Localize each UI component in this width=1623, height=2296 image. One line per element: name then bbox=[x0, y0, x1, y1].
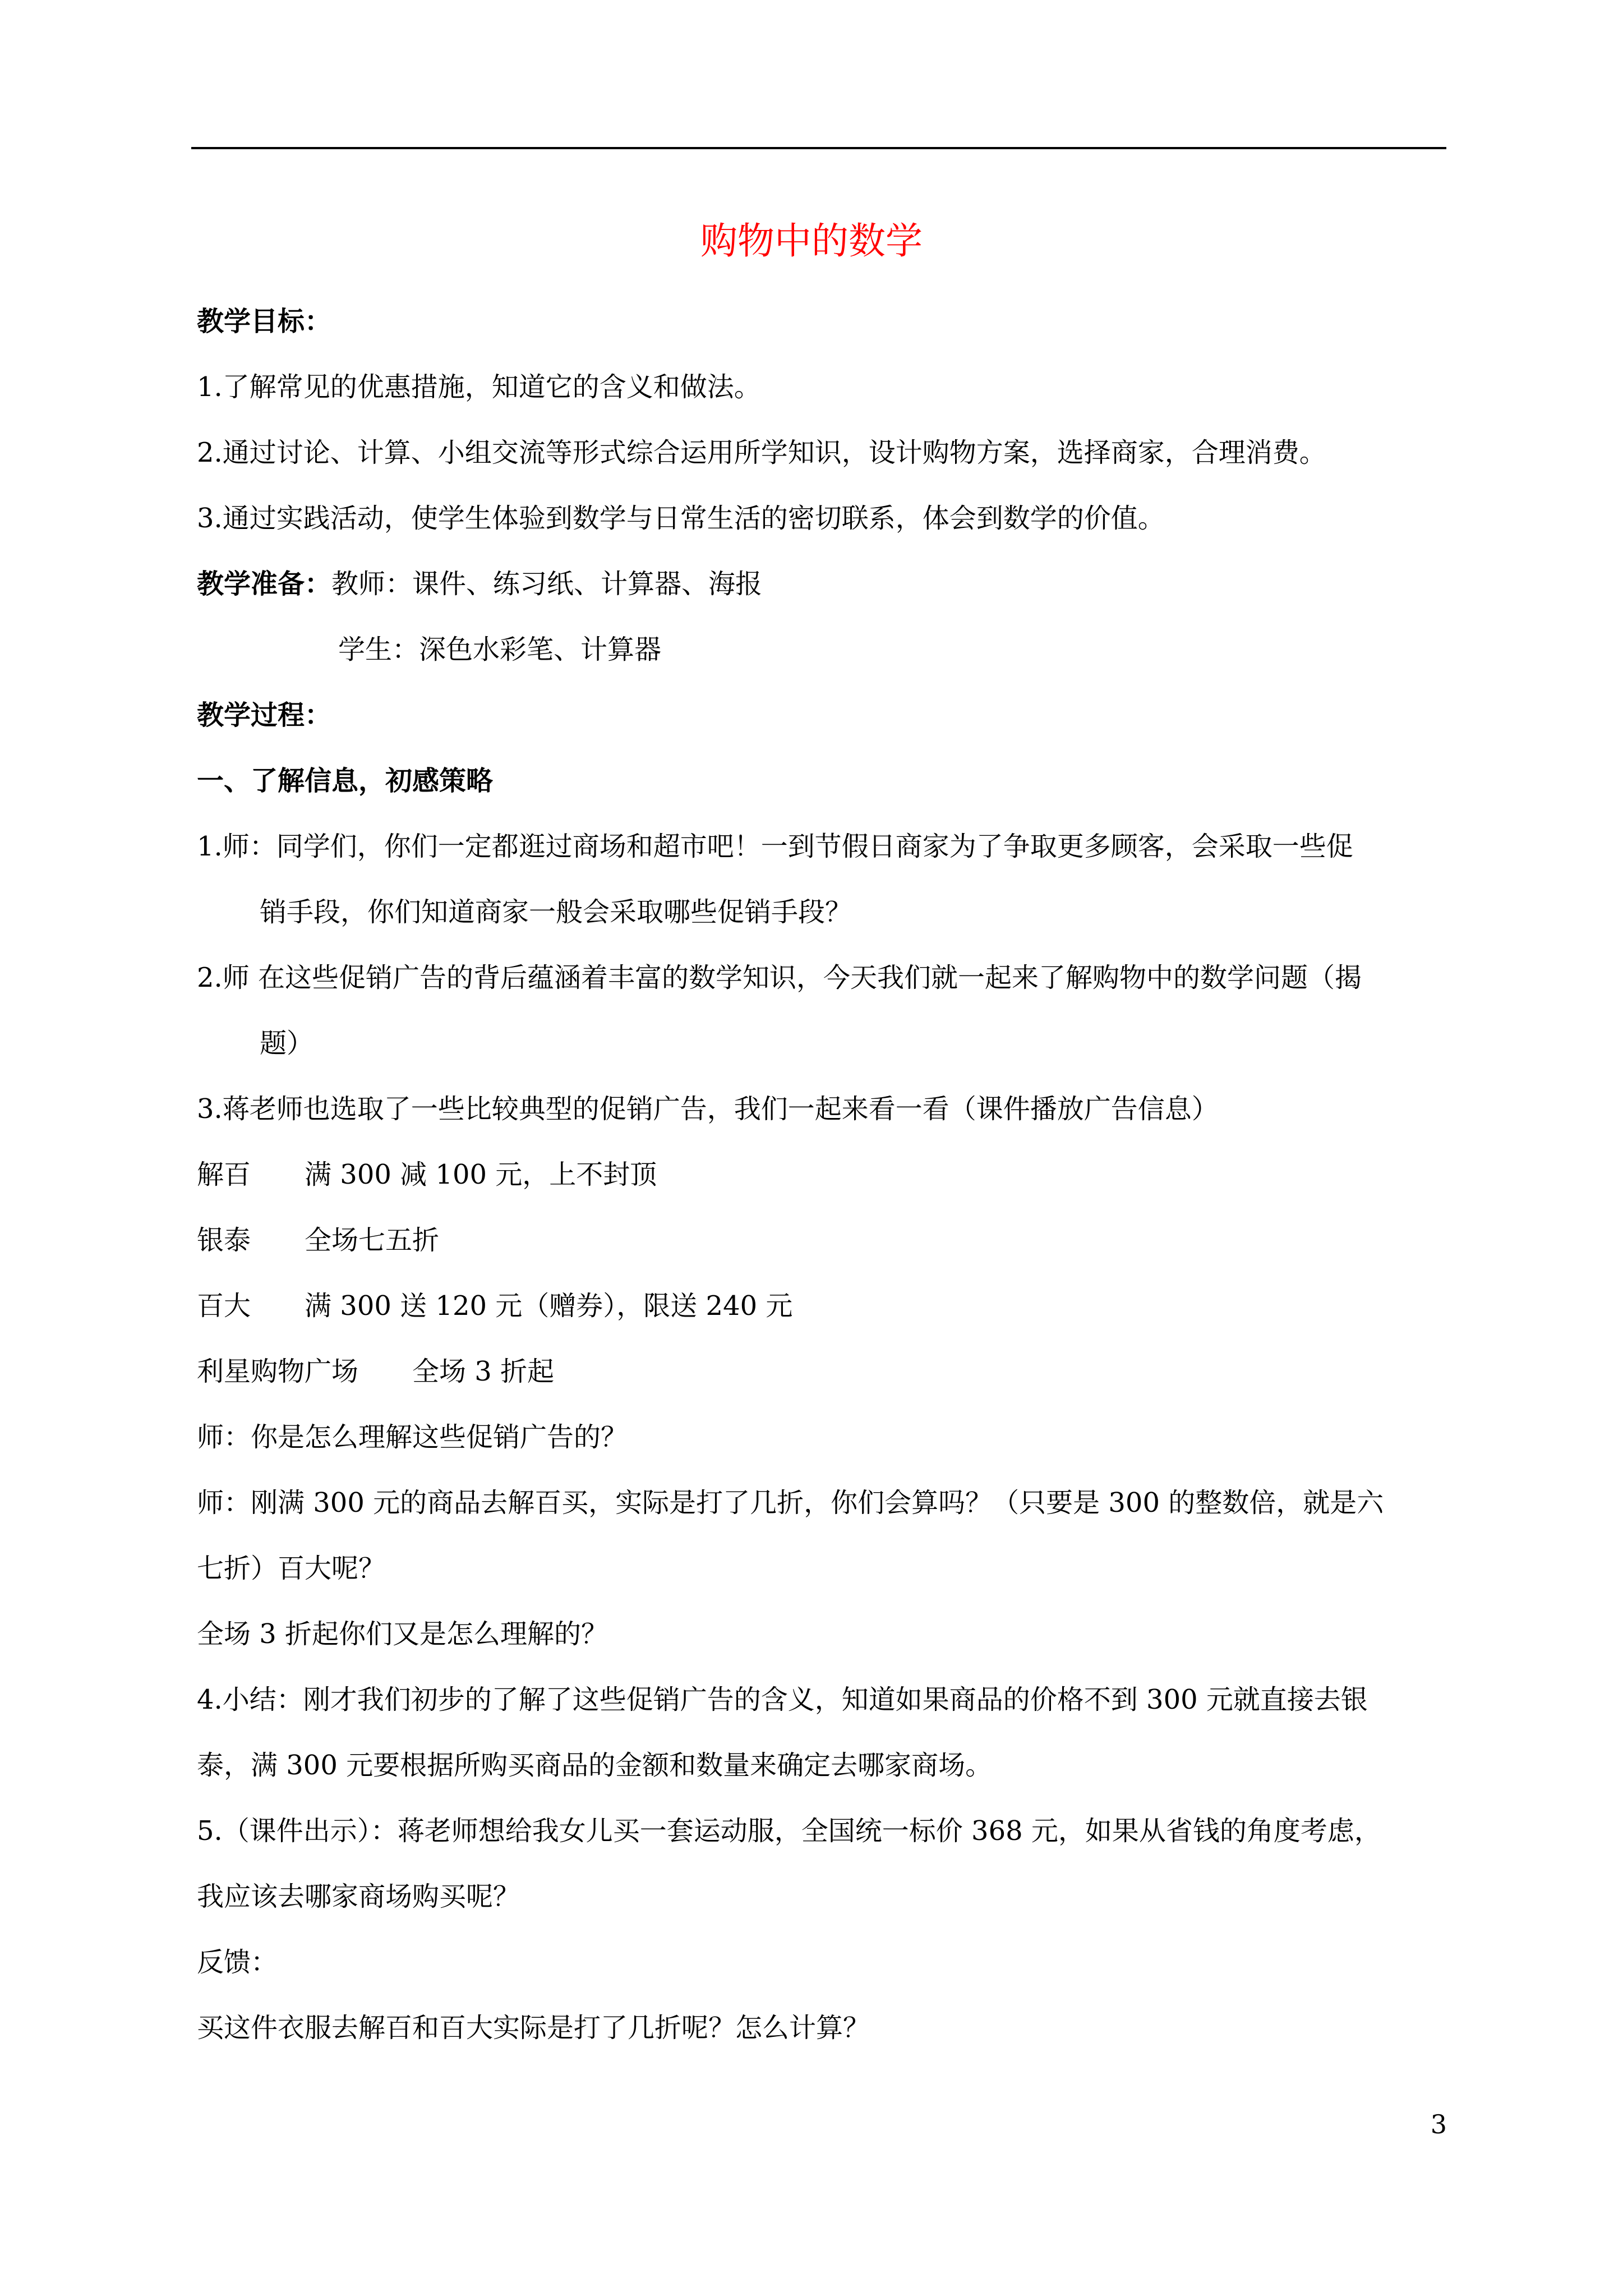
item-4-line-1: 4.小结：刚才我们初步的了解了这些促销广告的含义，知道如果商品的价格不到 300 元就直接去银 bbox=[197, 1684, 1368, 1715]
feedback-label: 反馈： bbox=[197, 1947, 278, 1978]
ad-store: 利星购物广场 bbox=[197, 1356, 359, 1387]
item-3: 3.蒋老师也选取了一些比较典型的促销广告，我们一起来看一看（课件播放广告信息） bbox=[197, 1093, 1219, 1125]
ad-store: 百大 bbox=[197, 1290, 251, 1322]
ad-store: 银泰 bbox=[197, 1225, 251, 1256]
section-1-heading: 一、了解信息，初感策略 bbox=[197, 765, 494, 797]
item-2-line-1: 2.师 在这些促销广告的背后蕴涵着丰富的数学知识，今天我们就一起来了解购物中的数学问题（揭 bbox=[197, 962, 1362, 993]
process-heading: 教学过程： bbox=[197, 700, 332, 731]
item-5-line-2: 我应该去哪家商场购买呢？ bbox=[197, 1881, 520, 1912]
prep-teacher: 教师：课件、练习纸、计算器、海报 bbox=[331, 568, 763, 600]
item-1-line-1: 1.师：同学们，你们一定都逛过商场和超市吧！一到节假日商家为了争取更多顾客，会采取一些促 bbox=[197, 831, 1353, 862]
objective-2: 2.通过讨论、计算、小组交流等形式综合运用所学知识，设计购物方案，选择商家，合理消费。 bbox=[197, 437, 1326, 468]
objective-1: 1.了解常见的优惠措施，知道它的含义和做法。 bbox=[197, 371, 761, 403]
ad-line bbox=[197, 1339, 1446, 1405]
item-1-line-2: 销手段，你们知道商家一般会采取哪些促销手段？ bbox=[260, 896, 852, 928]
objectives-heading: 教学目标： bbox=[197, 306, 332, 337]
item-2-line-2: 题） bbox=[260, 1028, 314, 1059]
ad-line bbox=[197, 1273, 1446, 1339]
final-question: 买这件衣服去解百和百大实际是打了几折呢？怎么计算？ bbox=[197, 2012, 870, 2044]
ad-line bbox=[197, 1208, 1446, 1273]
ad-offer: 满 300 减 100 元，上不封顶 bbox=[305, 1159, 657, 1190]
objective-3: 3.通过实践活动，使学生体验到数学与日常生活的密切联系，体会到数学的价值。 bbox=[197, 503, 1165, 534]
item-4-line-2: 泰，满 300 元要根据所购买商品的金额和数量来确定去哪家商场。 bbox=[197, 1750, 993, 1781]
question-1: 师：你是怎么理解这些促销广告的？ bbox=[197, 1421, 628, 1453]
ad-offer: 全场七五折 bbox=[305, 1225, 440, 1256]
page-number: 3 bbox=[1430, 2109, 1447, 2139]
prep-teacher-line bbox=[197, 551, 1446, 617]
page-title: 购物中的数学 bbox=[700, 219, 923, 263]
ad-offer: 全场 3 折起 bbox=[412, 1356, 555, 1387]
question-2-line-1: 师：刚满 300 元的商品去解百买，实际是打了几折，你们会算吗？（只要是 300 的整数倍，就是六 bbox=[197, 1487, 1384, 1519]
ad-line bbox=[197, 1142, 1446, 1208]
header-rule bbox=[191, 147, 1446, 149]
ad-offer: 满 300 送 120 元（赠券），限送 240 元 bbox=[305, 1290, 793, 1322]
question-2-line-2: 七折）百大呢？ bbox=[197, 1553, 386, 1584]
document-body bbox=[197, 289, 1446, 2061]
prep-student: 学生：深色水彩笔、计算器 bbox=[338, 634, 662, 665]
question-3: 全场 3 折起你们又是怎么理解的？ bbox=[197, 1618, 608, 1650]
item-5-line-1: 5.（课件出示）：蒋老师想给我女儿买一套运动服，全国统一标价 368 元，如果从省钱的角度考虑， bbox=[197, 1815, 1381, 1847]
prep-heading: 教学准备： bbox=[197, 568, 332, 600]
ad-store: 解百 bbox=[197, 1159, 251, 1190]
